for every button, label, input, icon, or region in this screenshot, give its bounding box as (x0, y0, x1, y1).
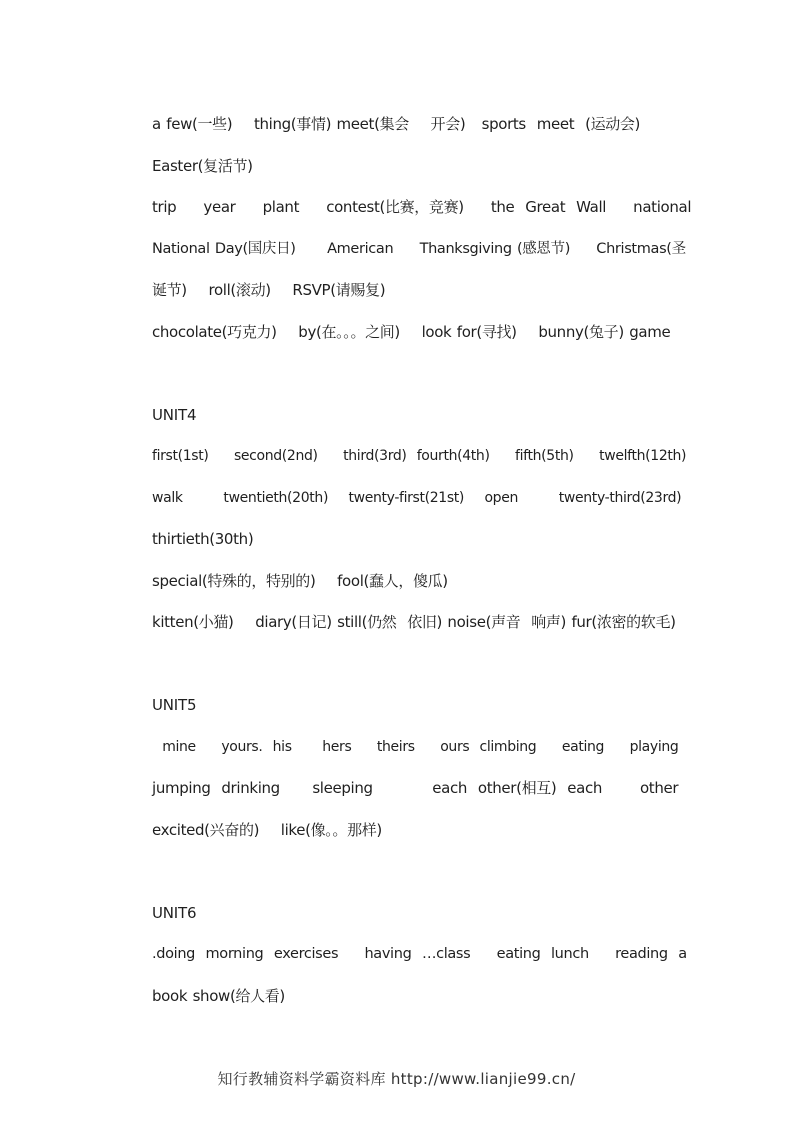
vocab-line: National Day(国庆日) American Thanksgiving (感恩节) Christmas(圣 (152, 240, 686, 257)
vocab-line: kitten(小猫) diary(日记) still(仍然 依旧) noise(声音 响声) fur(浓密的软毛) (152, 613, 676, 631)
vocab-line: book show(给人看) (152, 986, 285, 1005)
vocab-line: special(特殊的，特别的) fool(蠢人，傻瓜) (152, 571, 448, 590)
blank-line (152, 851, 674, 893)
vocab-line: Easter(复活节) (152, 156, 253, 175)
document-body (152, 104, 692, 1017)
vocab-line: a few(一些) thing(事情) meet(集会 开会) sports meet (运动会) (152, 115, 641, 133)
unit6-section (152, 893, 687, 1018)
blank-line (152, 644, 674, 686)
vocab-line: thirtieth(30th) (152, 530, 254, 548)
vocab-line: trip year plant contest(比赛，竞赛) the Great Wall national (152, 198, 692, 216)
unit4-section (152, 395, 687, 644)
vocab-line: jumping drinking sleeping each other(相互) each other (152, 779, 679, 797)
footer-watermark: 知行教辅资料学霸资料库 http://www.lianjie99.cn/ (217, 1070, 576, 1088)
unit6-title: UNIT6 (152, 903, 197, 922)
vocab-line: .doing morning exercises having …class eating lunch reading a (152, 946, 687, 962)
unit4-title: UNIT4 (152, 405, 197, 424)
blank-line (152, 353, 674, 395)
unit3-section (152, 104, 692, 353)
vocab-line: walk twentieth(20th) twenty-first(21st) open twenty-third(23rd) (152, 489, 682, 506)
vocab-line: first(1st) second(2nd) third(3rd) fourth(4th) fifth(5th) twelfth(12th) (152, 448, 687, 464)
vocab-line: 诞节) roll(滚动) RSVP(请赐复) (152, 281, 386, 299)
vocab-line: mine yours. his hers theirs ours climbing eating playing (152, 738, 679, 755)
unit5-section (152, 685, 679, 851)
vocab-line: chocolate(巧克力) by(在。。。之间) look for(寻找) bunny(兔子) game (152, 322, 671, 341)
unit5-title: UNIT5 (152, 696, 197, 714)
vocab-line: excited(兴奋的) like(像。。那样) (152, 820, 382, 839)
